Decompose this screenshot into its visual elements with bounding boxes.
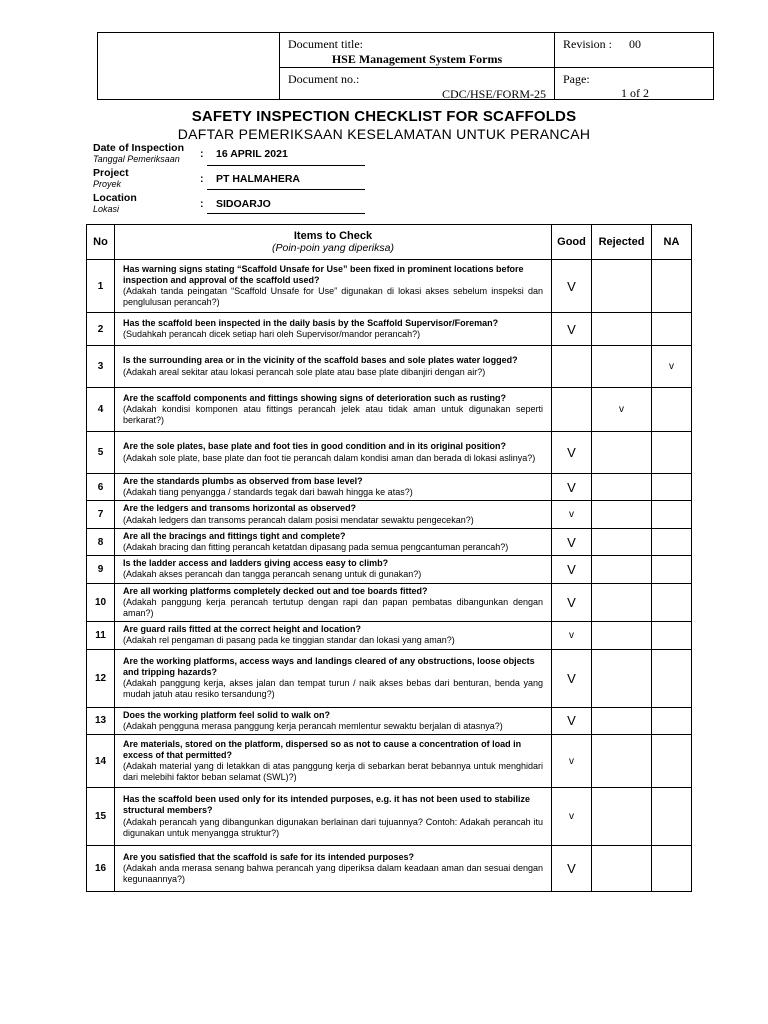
row-number: 7	[87, 501, 115, 528]
table-row	[87, 346, 692, 388]
good-mark	[552, 346, 592, 388]
table-row	[87, 313, 692, 346]
rejected-mark	[592, 474, 652, 501]
location-colon: :	[200, 198, 204, 210]
good-mark: V	[552, 260, 592, 313]
rejected-mark	[592, 313, 652, 346]
col-no-header: No	[87, 225, 115, 260]
check-item-indonesian: (Adakah sole plate, base plate dan foot tie perancah dalam kondisi aman dan berada di lokasi aslinya?)	[123, 452, 536, 463]
location-label: Location	[93, 192, 137, 204]
check-item	[115, 388, 552, 432]
page-value: 1 of 2	[621, 86, 649, 100]
row-number: 15	[87, 788, 115, 846]
na-mark	[652, 622, 692, 649]
check-item	[115, 528, 552, 555]
rejected-mark	[592, 432, 652, 474]
date-underline	[207, 165, 365, 166]
revision-label: Revision :	[563, 37, 613, 51]
check-item	[115, 313, 552, 346]
check-item-indonesian: (Adakah pengguna merasa panggung kerja perancah memlentur sewaktu berjalan di atasnya?)	[123, 720, 503, 731]
check-item	[115, 846, 552, 892]
na-mark	[652, 583, 692, 622]
check-item	[115, 474, 552, 501]
good-mark: V	[552, 556, 592, 583]
check-item-indonesian: (Adakah material yang di letakkan di atas panggung kerja di sebarkan berat bebannya untuk menghidari dari melebihi faktor beban selamat (SWL)?)	[123, 761, 543, 783]
check-item-indonesian: (Adakah akses perancah dan tangga perancah senang untuk di gunakan?)	[123, 569, 422, 580]
na-mark: v	[652, 346, 692, 388]
good-mark: V	[552, 649, 592, 707]
checklist-table	[86, 224, 692, 892]
check-item-indonesian: (Adakah panggung kerja perancah tertutup dengan rapi dan papan pembatas dibangunkan dengan aman?)	[123, 596, 543, 619]
table-row	[87, 432, 692, 474]
check-item-english: Are the scaffold components and fittings showing signs of deterioration such as rusting?	[123, 392, 507, 403]
page-subtitle: DAFTAR PEMERIKSAAN KESELAMATAN UNTUK PERANCAH	[177, 126, 591, 142]
row-number: 12	[87, 649, 115, 707]
row-number: 2	[87, 313, 115, 346]
date-label-block	[93, 142, 184, 164]
check-item-indonesian: (Adakah panggung kerja, akses jalan dan tempat turun / naik akses bebas dari benturan, benda yang mudah jatuh atau resiko tersandung?)	[123, 678, 543, 700]
doc-title-label: Document title:	[288, 37, 363, 51]
col-items-label-id: (Poin-poin yang diperiksa)	[272, 242, 394, 254]
table-row	[87, 707, 692, 734]
na-mark	[652, 735, 692, 788]
table-row	[87, 556, 692, 583]
rejected-mark	[592, 260, 652, 313]
check-item-english: Are all working platforms completely decked out and toe boards fitted?	[123, 585, 428, 596]
col-na-header: NA	[652, 225, 692, 260]
row-number: 9	[87, 556, 115, 583]
check-item	[115, 735, 552, 788]
rejected-mark	[592, 583, 652, 622]
page-label: Page:	[563, 72, 590, 86]
project-label-block	[93, 167, 129, 189]
page-title: SAFETY INSPECTION CHECKLIST FOR SCAFFOLDS	[191, 108, 577, 125]
check-item	[115, 583, 552, 622]
rejected-mark	[592, 788, 652, 846]
table-row	[87, 649, 692, 707]
header-right	[555, 33, 713, 99]
table-row	[87, 260, 692, 313]
na-mark	[652, 707, 692, 734]
check-item-english: Are materials, stored on the platform, dispersed so as not to cause a concentration of load in excess of that permitted?	[123, 738, 522, 760]
check-item-english: Are all the bracings and fittings tight and complete?	[123, 530, 346, 541]
na-mark	[652, 556, 692, 583]
rejected-mark	[592, 528, 652, 555]
col-rejected-header: Rejected	[592, 225, 652, 260]
na-mark	[652, 649, 692, 707]
date-value: 16 APRIL 2021	[216, 148, 288, 160]
project-label: Project	[93, 167, 129, 179]
table-row	[87, 622, 692, 649]
check-item-english: Is the surrounding area or in the vicinity of the scaffold bases and sole plates water logged?	[123, 355, 518, 366]
table-row	[87, 388, 692, 432]
project-underline	[207, 189, 365, 190]
row-number: 16	[87, 846, 115, 892]
doc-title: HSE Management System Forms	[331, 52, 503, 66]
good-mark	[552, 388, 592, 432]
rejected-mark	[592, 649, 652, 707]
row-number: 1	[87, 260, 115, 313]
row-number: 3	[87, 346, 115, 388]
table-row	[87, 528, 692, 555]
rejected-mark	[592, 501, 652, 528]
check-item	[115, 788, 552, 846]
rejected-mark	[592, 707, 652, 734]
row-number: 13	[87, 707, 115, 734]
check-item-english: Are guard rails fitted at the correct height and location?	[123, 624, 362, 635]
check-item	[115, 649, 552, 707]
rejected-mark	[592, 735, 652, 788]
check-item-indonesian: (Adakah tiang penyangga / standards tegak dari bawah hingga ke atas?)	[123, 487, 413, 498]
document-header	[97, 32, 714, 100]
date-label: Date of Inspection	[93, 142, 185, 154]
table-row	[87, 788, 692, 846]
na-mark	[652, 528, 692, 555]
check-item	[115, 556, 552, 583]
good-mark: V	[552, 846, 592, 892]
header-middle	[280, 33, 555, 99]
na-mark	[652, 474, 692, 501]
good-mark: V	[552, 313, 592, 346]
row-number: 11	[87, 622, 115, 649]
good-mark: V	[552, 474, 592, 501]
table-row	[87, 583, 692, 622]
check-item-indonesian: (Adakah rel pengaman di pasang pada ke tinggian standar dan lokasi yang aman?)	[123, 635, 455, 646]
na-mark	[652, 388, 692, 432]
check-item-indonesian: (Adakah tanda peingatan “Scaffold Unsafe for Use” digunakan di lokasi akses sebelum inspeksi dan penglulusan perancah?)	[123, 286, 543, 308]
rejected-mark	[592, 346, 652, 388]
check-item-indonesian: (Adakah perancah yang dibangunkan digunakan berlainan dari tujuannya? Contoh: Adakah perancah itu digunakan untuk menyangga struktur?)	[123, 816, 543, 838]
good-mark: V	[552, 432, 592, 474]
project-colon: :	[200, 173, 204, 185]
location-underline	[207, 213, 365, 214]
row-number: 14	[87, 735, 115, 788]
good-mark: v	[552, 788, 592, 846]
doc-no: CDC/HSE/FORM-25	[441, 87, 546, 101]
check-item-english: Is the ladder access and ladders giving access easy to climb?	[123, 558, 389, 569]
good-mark: V	[552, 528, 592, 555]
check-item-english: Are the ledgers and transoms horizontal as observed?	[123, 503, 357, 514]
location-label-id: Lokasi	[93, 204, 120, 214]
check-item-english: Are the sole plates, base plate and foot ties in good condition and in its original position?	[123, 441, 507, 452]
na-mark	[652, 788, 692, 846]
row-number: 10	[87, 583, 115, 622]
check-item	[115, 432, 552, 474]
col-items-header	[115, 225, 552, 260]
row-number: 4	[87, 388, 115, 432]
location-value: SIDOARJO	[216, 198, 271, 210]
location-label-block	[93, 192, 137, 214]
table-row	[87, 735, 692, 788]
row-number: 5	[87, 432, 115, 474]
check-item-indonesian: (Sudahkah perancah dicek setiap hari oleh Supervisor/mandor perancah?)	[123, 329, 421, 339]
logo-placeholder	[98, 33, 280, 99]
doc-no-label: Document no.:	[288, 72, 360, 86]
na-mark	[652, 260, 692, 313]
table-row	[87, 846, 692, 892]
check-item-english: Has the scaffold been inspected in the daily basis by the Scaffold Supervisor/Foreman?	[123, 317, 499, 328]
check-item-english: Does the working platform feel solid to walk on?	[123, 709, 331, 720]
check-item-indonesian: (Adakah bracing dan fitting perancah ketatdan dipasang pada semua pengcantuman perancah?)	[123, 542, 509, 553]
check-item-english: Are you satisfied that the scaffold is safe for its intended purposes?	[123, 851, 415, 862]
check-item-indonesian: (Adakah areal sekitar atau lokasi perancah sole plate atau base plate dibanjiri dengan air?)	[123, 366, 486, 377]
check-item	[115, 622, 552, 649]
rejected-mark	[592, 556, 652, 583]
rejected-mark	[592, 846, 652, 892]
check-item	[115, 707, 552, 734]
na-mark	[652, 501, 692, 528]
na-mark	[652, 313, 692, 346]
good-mark: v	[552, 735, 592, 788]
table-row	[87, 474, 692, 501]
check-item-english: Are the standards plumbs as observed from base level?	[123, 476, 363, 486]
row-number: 6	[87, 474, 115, 501]
na-mark	[652, 846, 692, 892]
good-mark: V	[552, 583, 592, 622]
rejected-mark: v	[592, 388, 652, 432]
check-item	[115, 501, 552, 528]
check-item	[115, 260, 552, 313]
check-item-indonesian: (Adakah ledgers dan transoms perancah dalam posisi mendatar sewaktu pengecekan?)	[123, 514, 474, 525]
revision-value: 00	[629, 37, 641, 51]
col-items-label: Items to Check	[293, 230, 373, 242]
date-label-id: Tanggal Pemeriksaan	[93, 154, 180, 164]
col-good-header: Good	[552, 225, 592, 260]
good-mark: v	[552, 622, 592, 649]
project-label-id: Proyek	[93, 179, 122, 189]
table-header-row	[87, 225, 692, 260]
check-item-english: Has the scaffold been used only for its intended purposes, e.g. it has not been used to stabilize structural members?	[123, 794, 531, 816]
good-mark: V	[552, 707, 592, 734]
table-row	[87, 501, 692, 528]
row-number: 8	[87, 528, 115, 555]
project-value: PT HALMAHERA	[216, 173, 300, 185]
good-mark: v	[552, 501, 592, 528]
date-colon: :	[200, 148, 204, 160]
na-mark	[652, 432, 692, 474]
rejected-mark	[592, 622, 652, 649]
check-item	[115, 346, 552, 388]
check-item-indonesian: (Adakah kondisi komponen atau fittings perancah jelek atau tidak aman untuk digunakan seperti berkarat?)	[123, 403, 543, 426]
check-item-indonesian: (Adakah anda merasa senang bahwa perancah yang diperiksa dalam keadaan aman dan sesuai dengan kegunaannya?)	[123, 862, 543, 885]
check-item-english: Has warning signs stating “Scaffold Unsafe for Use” been fixed in prominent locations before inspection and approval of the scaffold used?	[123, 263, 524, 285]
check-item-english: Are the working platforms, access ways and landings cleared of any obstructions, loose objects and tripping hazards?	[123, 655, 535, 677]
